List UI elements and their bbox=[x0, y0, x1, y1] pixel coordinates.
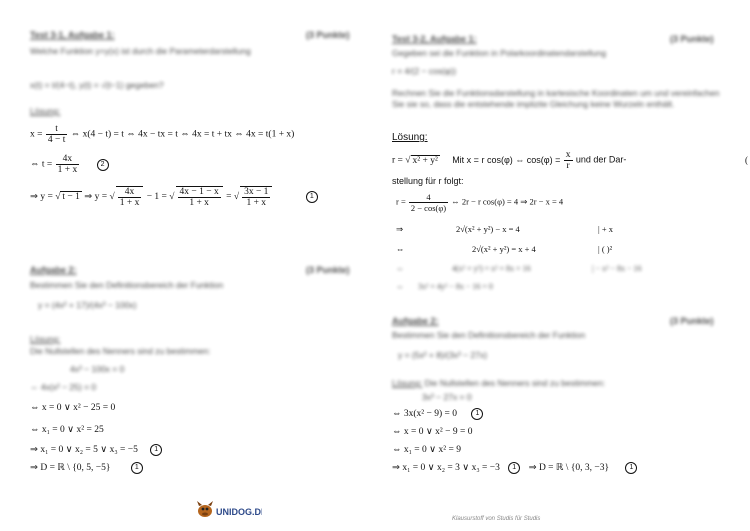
line1-lhs: x = bbox=[30, 129, 43, 140]
dog-mascot-icon bbox=[196, 497, 262, 521]
task2-line3: ⇒ x₁ = 0 ∨ x₂ = 5 ∨ x₃ = −5 1 bbox=[30, 444, 162, 456]
task1-heading: Test 3-1, Aufgabe 1: bbox=[30, 30, 115, 40]
score-mark: 1 bbox=[471, 408, 483, 420]
task1-line3: ⇒ y = √ t − 1 ⇒ y = √ $\frac{4x}{1 + x}$ − 1 = √ $\frac{4x - 1 - x}{1 + x}$ = √ $\frac{3x - 1}{1 + x}$ 1 bbox=[30, 186, 318, 208]
task1-line2: ⇔ t = $\frac{4x}{1 + x}$ 2 bbox=[30, 154, 109, 175]
task3-solution-line1: r = √ x² + y² Mit x = r cos(φ) ⇔ cos(φ) = $\frac{x}{r}$ und der Dar- bbox=[392, 150, 627, 171]
task4-line2: ⇔ x = 0 ∨ x² − 9 = 0 bbox=[392, 427, 473, 437]
task3-row1-eq: 2√(x² + y²) − x = 4 bbox=[456, 224, 520, 234]
task2-line1: ⇔ x = 0 ∨ x² − 25 = 0 bbox=[30, 403, 116, 413]
task2-function: y = (4x² + 17)/(4x³ − 100x) bbox=[38, 300, 137, 310]
task4-line4: ⇒ x₁ = 0 ∨ x₂ = 3 ∨ x₃ = −3 1 ⇒ D = ℝ \ {0, 3, −3} 1 bbox=[392, 462, 637, 474]
task4-function: y = (5x² + 8)/(3x³ − 27x) bbox=[398, 350, 488, 360]
score-mark: 1 bbox=[150, 444, 162, 456]
task4-solution-label: Lösung: Die Nullstellen des Nenners sind zu bestimmen: bbox=[392, 378, 606, 388]
task3-row2-eq: 2√(x² + y²) = x + 4 bbox=[472, 244, 536, 254]
task3-solution-label: Lösung: bbox=[392, 132, 428, 143]
task4-question: Bestimmen Sie den Definitionsbereich der Funktion bbox=[392, 330, 586, 340]
task3-q1: Gegeben sei die Funktion in Polarkoordinatendarstellung bbox=[392, 48, 607, 58]
score-mark: 1 bbox=[625, 462, 637, 474]
task1-line1 bbox=[30, 124, 294, 145]
task2-step-2: ⇔ 4x(x² − 25) = 0 bbox=[30, 382, 97, 392]
task4-points: (3 Punkte) bbox=[670, 316, 714, 326]
unidog-logo bbox=[196, 497, 262, 521]
task3-heading: Test 3-2, Aufgabe 1: bbox=[392, 34, 477, 44]
line2-fraction: $\frac{4x}{1 + x}$ bbox=[57, 154, 78, 175]
score-mark: 1 bbox=[508, 462, 520, 474]
task4-step-1: 3x³ − 27x = 0 bbox=[422, 392, 472, 402]
document-page: Test 3-1, Aufgabe 1: (3 Punkte) Welche Funktion y=y(x) ist durch die Parameterdarstellung x(t) = t/(4−t), y(t) = √(t−1) gegeben? Lösung: x = $\frac{t}{4 - t}$ ⇔ x(4 − t) = t ⇔ 4x − tx = t ⇔ 4x = t + tx ⇔ 4x = t(1 + x) ⇔ t = $\frac{4x}{1 + x}$ 2 ⇒ y = √ t − 1 ⇒ y = √ $\frac{4x}{1 + x}$ − 1 = √ $\frac{4x - 1 - x}{1 + x}$ = √ $\frac{3x - 1}{1 + x}$ 1 Aufgabe 2: (3 Punkte) Bestimmen Sie den Definitionsbereich der Funktion y = (4x² + 17)/(4x³ − 100x) Lösung: Die Nullstellen des Nenners sind zu bestimmen: 4x³ − 100x = 0 ⇔ 4x(x² − 25) = 0 ⇔ x = 0 ∨ x² − 25 = 0 ⇔ x₁ = 0 ∨ x² = 25 ⇒ x₁ = 0 ∨ x₂ = 5 ∨ x₃ = −5 1 ⇒ D = ℝ \ {0, 5, −5} 1 Test 3-2, Aufgabe 1: (3 Punkte) Gegeben sei die Funktion in Polarkoordinatendarstellung r = 4/(2 − cos(φ)) Rechnen Sie die Funktionsdarstellung in kartesische Koordinaten um und vereinfachen Sie sie so, dass die entstehende implizite Gleichung keine Wurzeln enthält. Lösung: r = √ x² + y² Mit x = r cos(φ) ⇔ cos(φ) = $\frac{x}{r}$ und der Dar- stellung für r folgt: r = $\frac{4}{2 - \cos(\varphi)}$ ⇔ 2r − r cos(φ) = 4 ⇒ 2r − x = 4 ⇒ 2√(x² + y²) − x = 4 | + x ⇔ 2√(x² + y²) = x + 4 | ( )² ⇔ 4(x² + y²) = x² + 8x + 16 | − x² − 8x − 16 ⇔ 3x² + 4y² − 8x − 16 = 0 Aufgabe 2: (3 Punkte) Bestimmen Sie den Definitionsbereich der Funktion y = (5x² + 8)/(3x³ − 27x) Lösung: Die Nullstellen des Nenners sind zu bestimmen: 3x³ − 27x = 0 ⇔ 3x(x² − 9) = 0 1 ⇔ x = 0 ∨ x² − 9 = 0 ⇔ x₁ = 0 ∨ x² = 9 ⇒ x₁ = 0 ∨ x₂ = 3 ∨ x₃ = −3 1 ⇒ D = ℝ \ {0, 3, −3} 1 UNIDOG.DE Klausurstoff von Studis für Studis ( bbox=[30, 30, 748, 522]
task3-row2-op: ⇔ bbox=[396, 244, 405, 254]
task3-solution-line2: stellung für r folgt: bbox=[392, 176, 464, 186]
side-mark: ( bbox=[745, 155, 748, 165]
task4-line1: ⇔ 3x(x² − 9) = 0 1 bbox=[392, 408, 483, 420]
task1-solution-label: Lösung: bbox=[30, 106, 61, 116]
task3-q2: r = 4/(2 − cos(φ)) bbox=[392, 66, 457, 76]
score-mark: 1 bbox=[131, 462, 143, 474]
task3-row1-op: ⇒ bbox=[396, 224, 404, 234]
task2-line4: ⇒ D = ℝ \ {0, 5, −5} 1 bbox=[30, 462, 143, 474]
task2-line2: ⇔ x₁ = 0 ∨ x² = 25 bbox=[30, 425, 104, 435]
task2-step-1: 4x³ − 100x = 0 bbox=[70, 364, 125, 374]
task3-solution-line3: r = $\frac{4}{2 - \cos(\varphi)}$ ⇔ 2r − r cos(φ) = 4 ⇒ 2r − x = 4 bbox=[396, 192, 564, 213]
task1-points: (3 Punkte) bbox=[306, 30, 350, 40]
task2-question: Bestimmen Sie den Definitionsbereich der Funktion bbox=[30, 280, 224, 290]
task1-question: Welche Funktion y=y(x) ist durch die Parameterdarstellung bbox=[30, 46, 251, 56]
task2-solution-label: Lösung: bbox=[30, 334, 61, 344]
task3-row1-note: | + x bbox=[598, 224, 613, 234]
task4-heading: Aufgabe 2: bbox=[392, 316, 439, 326]
task3-row2-note: | ( )² bbox=[598, 244, 613, 254]
score-mark: 1 bbox=[306, 191, 318, 203]
task3-points: (3 Punkte) bbox=[670, 34, 714, 44]
task3-q3: Rechnen Sie die Funktionsdarstellung in kartesische Koordinaten um und vereinfachen Sie sie so, dass die entstehende implizite Gleichung keine Wurzeln enthält. bbox=[392, 88, 720, 109]
line1-rhs: ⇔ x(4 − t) = t ⇔ 4x − tx = t ⇔ 4x = t + tx ⇔ 4x = t(1 + x) bbox=[70, 129, 295, 140]
task2-heading: Aufgabe 2: bbox=[30, 265, 77, 275]
footer-credit: Klausurstoff von Studis für Studis bbox=[452, 516, 541, 522]
svg-text:UNIDOG.DE: UNIDOG.DE bbox=[216, 507, 262, 517]
line1-fraction: $\frac{t}{4 - t}$ bbox=[47, 124, 66, 145]
task4-line3: ⇔ x₁ = 0 ∨ x² = 9 bbox=[392, 445, 461, 455]
task1-param: x(t) = t/(4−t), y(t) = √(t−1) gegeben? bbox=[30, 80, 164, 90]
task2-points: (3 Punkte) bbox=[306, 265, 350, 275]
task2-intro: Die Nullstellen des Nenners sind zu bestimmen: bbox=[30, 346, 211, 356]
score-mark: 2 bbox=[97, 159, 109, 171]
